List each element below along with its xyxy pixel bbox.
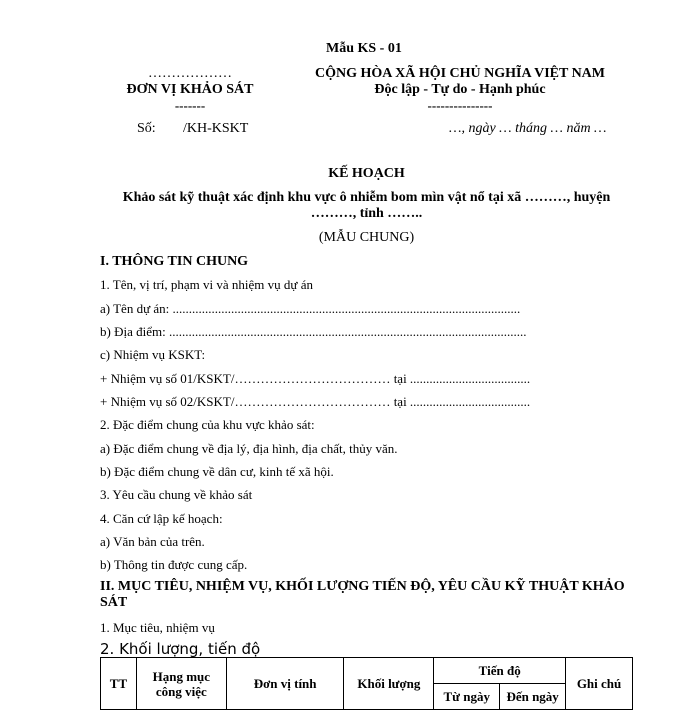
population-line: b) Đặc điểm chung về dân cư, kinh tế xã hội. (100, 464, 334, 479)
location-line: b) Địa điểm: .............................................................................................................. (100, 324, 527, 339)
requirements-line: 3. Yêu cầu chung về khảo sát (100, 487, 253, 502)
col-from: Từ ngày (434, 684, 500, 710)
project-name-line: a) Tên dự án: ........................................................................................................... (100, 301, 521, 316)
info-basis-line: b) Thông tin được cung cấp. (100, 557, 248, 572)
motto: Độc lập - Tự do - Hạnh phúc (374, 82, 546, 97)
section1-line: 1. Tên, vị trí, phạm vi và nhiệm vụ dự án (100, 277, 313, 292)
geography-line: a) Đặc điểm chung về địa lý, địa hình, địa chất, thủy văn. (100, 441, 398, 456)
document-subtitle-line2: ………, tỉnh …….. (310, 206, 423, 221)
section1-heading: I. THÔNG TIN CHUNG (100, 254, 249, 269)
col-volume: Khối lượng (344, 658, 434, 710)
col-note: Ghi chú (566, 658, 633, 710)
survey-unit: ĐƠN VỊ KHẢO SÁT (126, 82, 254, 97)
date-line: …, ngày … tháng … năm … (449, 121, 607, 136)
col-unit: Đơn vị tính (226, 658, 344, 710)
unit-underline: ------- (174, 98, 206, 113)
task-heading-line: c) Nhiệm vụ KSKT: (100, 347, 206, 362)
task-02-line: + Nhiệm vụ số 02/KSKT/……………………………… tại ..................................... (100, 394, 531, 409)
objectives-line: 1. Mục tiêu, nhiệm vụ (100, 620, 215, 635)
document-basis-line: a) Văn bản của trên. (100, 534, 205, 549)
template-note: (MẪU CHUNG) (318, 230, 415, 245)
col-item: Hạng mục công việc (136, 658, 226, 710)
col-to: Đến ngày (500, 684, 566, 710)
col-progress: Tiến độ (434, 658, 566, 684)
section2-heading-line2: SÁT (100, 595, 128, 610)
area-features-line: 2. Đặc điểm chung của khu vực khảo sát: (100, 417, 315, 432)
number-value: /KH-KSKT (183, 121, 249, 136)
document-subtitle-line1: Khảo sát kỹ thuật xác định khu vực ô nhiễm bom mìn vật nổ tại xã ………, huyện (122, 190, 611, 205)
task-01-line: + Nhiệm vụ số 01/KSKT/……………………………… tại ..................................... (100, 371, 531, 386)
col-tt: TT (101, 658, 137, 710)
unit-dots: ……………… (148, 66, 232, 81)
number-label: Số: (137, 121, 156, 136)
document-title: KẾ HOẠCH (328, 166, 405, 181)
form-code: Mẫu KS - 01 (326, 41, 402, 56)
country-name: CỘNG HÒA XÃ HỘI CHỦ NGHĨA VIỆT NAM (314, 66, 605, 81)
motto-underline: --------------- (427, 98, 493, 113)
progress-table (100, 657, 633, 710)
section2-heading-line1: II. MỤC TIÊU, NHIỆM VỤ, KHỐI LƯỢNG TIẾN ĐỘ, YÊU CẦU KỸ THUẬT KHẢO (100, 579, 625, 594)
volume-progress-line: 2. Khối lượng, tiến độ (100, 640, 261, 658)
basis-line: 4. Căn cứ lập kế hoạch: (100, 511, 223, 526)
